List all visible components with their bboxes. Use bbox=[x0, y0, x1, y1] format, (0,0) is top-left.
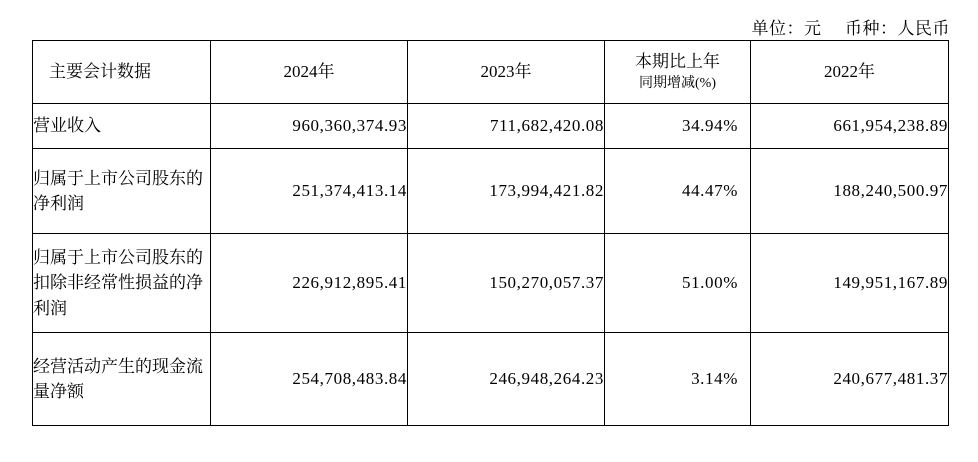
cell-revenue-2022: 661,954,238.89 bbox=[751, 104, 949, 149]
cell-deducted-net-profit-2024: 226,912,895.41 bbox=[211, 234, 408, 333]
column-header-2022: 2022年 bbox=[751, 41, 949, 104]
table-header-row bbox=[33, 41, 949, 104]
cell-operating-cash-flow-change: 3.14% bbox=[605, 333, 751, 426]
column-header-change bbox=[605, 41, 751, 104]
table-row bbox=[33, 333, 949, 426]
cell-operating-cash-flow-2022: 240,677,481.37 bbox=[751, 333, 949, 426]
column-header-2024: 2024年 bbox=[211, 41, 408, 104]
cell-deducted-net-profit-2023: 150,270,057.37 bbox=[408, 234, 605, 333]
cell-net-profit-2022: 188,240,500.97 bbox=[751, 149, 949, 234]
row-label-net-profit: 归属于上市公司股东的净利润 bbox=[33, 149, 211, 234]
column-header-item: 主要会计数据 bbox=[33, 41, 211, 104]
row-label-revenue: 营业收入 bbox=[33, 104, 211, 149]
cell-deducted-net-profit-change: 51.00% bbox=[605, 234, 751, 333]
cell-deducted-net-profit-2022: 149,951,167.89 bbox=[751, 234, 949, 333]
row-label-deducted-net-profit: 归属于上市公司股东的扣除非经常性损益的净利润 bbox=[33, 234, 211, 333]
cell-net-profit-2023: 173,994,421.82 bbox=[408, 149, 605, 234]
table-row bbox=[33, 234, 949, 333]
column-header-change-line1: 本期比上年 bbox=[635, 51, 720, 71]
currency-type-label: 币种：人民币 bbox=[845, 19, 950, 38]
column-header-change-line2: 同期增减(%) bbox=[639, 76, 716, 92]
financial-summary-table bbox=[32, 40, 949, 426]
cell-revenue-2024: 960,360,374.93 bbox=[211, 104, 408, 149]
currency-unit-label: 单位：元 bbox=[751, 19, 822, 38]
cell-net-profit-change: 44.47% bbox=[605, 149, 751, 234]
column-header-2023: 2023年 bbox=[408, 41, 605, 104]
cell-revenue-2023: 711,682,420.08 bbox=[408, 104, 605, 149]
table-row bbox=[33, 104, 949, 149]
cell-revenue-change: 34.94% bbox=[605, 104, 751, 149]
table-row bbox=[33, 149, 949, 234]
cell-operating-cash-flow-2023: 246,948,264.23 bbox=[408, 333, 605, 426]
unit-note bbox=[752, 14, 951, 39]
cell-operating-cash-flow-2024: 254,708,483.84 bbox=[211, 333, 408, 426]
row-label-operating-cash-flow: 经营活动产生的现金流量净额 bbox=[33, 333, 211, 426]
cell-net-profit-2024: 251,374,413.14 bbox=[211, 149, 408, 234]
